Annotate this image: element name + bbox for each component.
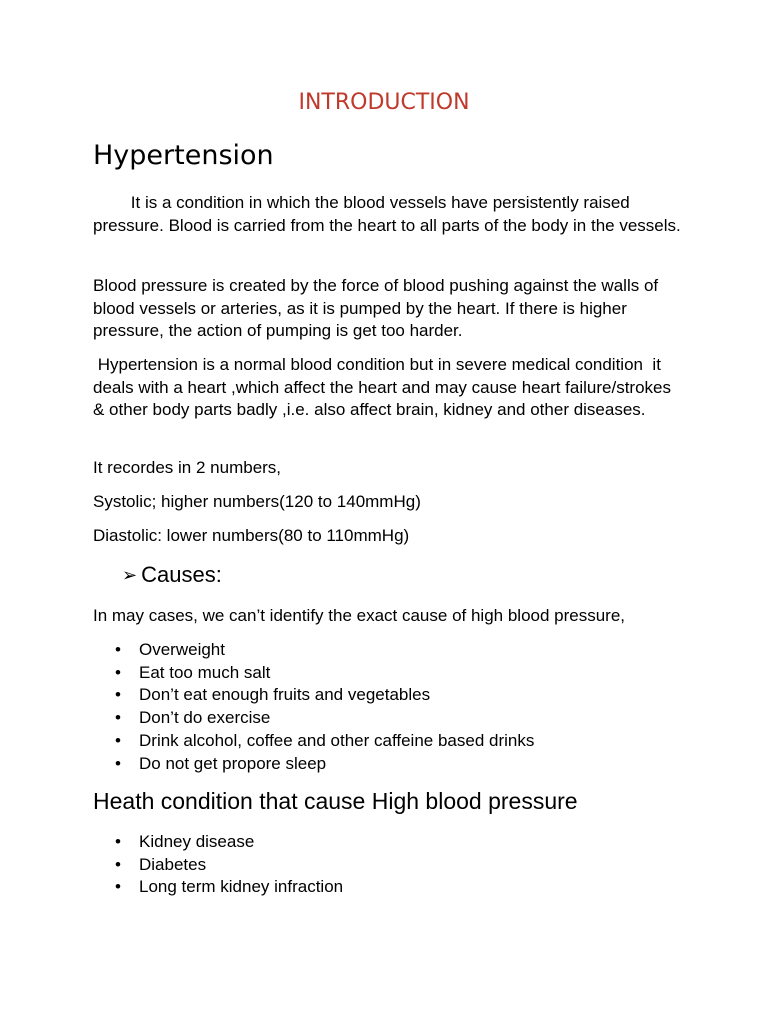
list-item: • Don’t eat enough fruits and vegetables (93, 684, 534, 707)
bullet-icon: • (115, 877, 121, 897)
bullet-icon: • (115, 662, 121, 682)
list-item: • Drink alcohol, coffee and other caffeine based drinks (93, 730, 534, 753)
causes-list (93, 639, 534, 775)
paragraph-blood-pressure: Blood pressure is created by the force of blood pushing against the walls of blood vessels or arteries, as it is pumped by the heart. If there is higher pressure, the action of pumping is get too harder. (93, 276, 659, 341)
paragraph-recording: It recordes in 2 numbers, (93, 458, 282, 477)
list-item: • Kidney disease (93, 831, 343, 854)
paragraph-severity: Hypertension is a normal blood condition but in severe medical condition it deals with a heart ,which affect the heart and may cause heart failure/strokes & other body parts badly ,i.e. also affect brain, kidney and other diseases. (93, 355, 681, 420)
bullet-icon: • (115, 708, 121, 728)
paragraph-causes-intro: In may cases, we can’t identify the exact cause of high blood pressure, (93, 606, 626, 625)
arrow-bullet-icon: ➢ (122, 564, 138, 585)
list-item: • Do not get propore sleep (93, 753, 534, 776)
paragraph-diastolic: Diastolic: lower numbers(80 to 110mmHg) (93, 526, 410, 545)
bullet-icon: • (115, 685, 121, 705)
bullet-icon: • (115, 730, 121, 750)
bullet-icon: • (115, 640, 121, 659)
causes-heading-label: Causes: (141, 562, 222, 587)
section-heading-conditions: Heath condition that cause High blood pressure (93, 788, 578, 814)
paragraph-systolic: Systolic; higher numbers(120 to 140mmHg) (93, 492, 421, 511)
paragraph-definition: It is a condition in which the blood vessels have persistently raised pressure. Blood is carried from the heart to all parts of the body in the vessels. (93, 193, 681, 235)
list-item: • Eat too much salt (93, 662, 534, 685)
document-title: INTRODUCTION (298, 90, 470, 115)
conditions-list (93, 831, 343, 899)
bullet-icon: • (115, 854, 121, 874)
section-heading-hypertension: Hypertension (93, 140, 274, 171)
list-item: • Don’t do exercise (93, 707, 534, 730)
causes-heading (122, 562, 222, 588)
bullet-icon: • (115, 832, 121, 851)
bullet-icon: • (115, 753, 121, 773)
list-item: • Long term kidney infraction (93, 876, 343, 899)
list-item: • Diabetes (93, 854, 343, 877)
list-item: • Overweight (93, 639, 534, 662)
